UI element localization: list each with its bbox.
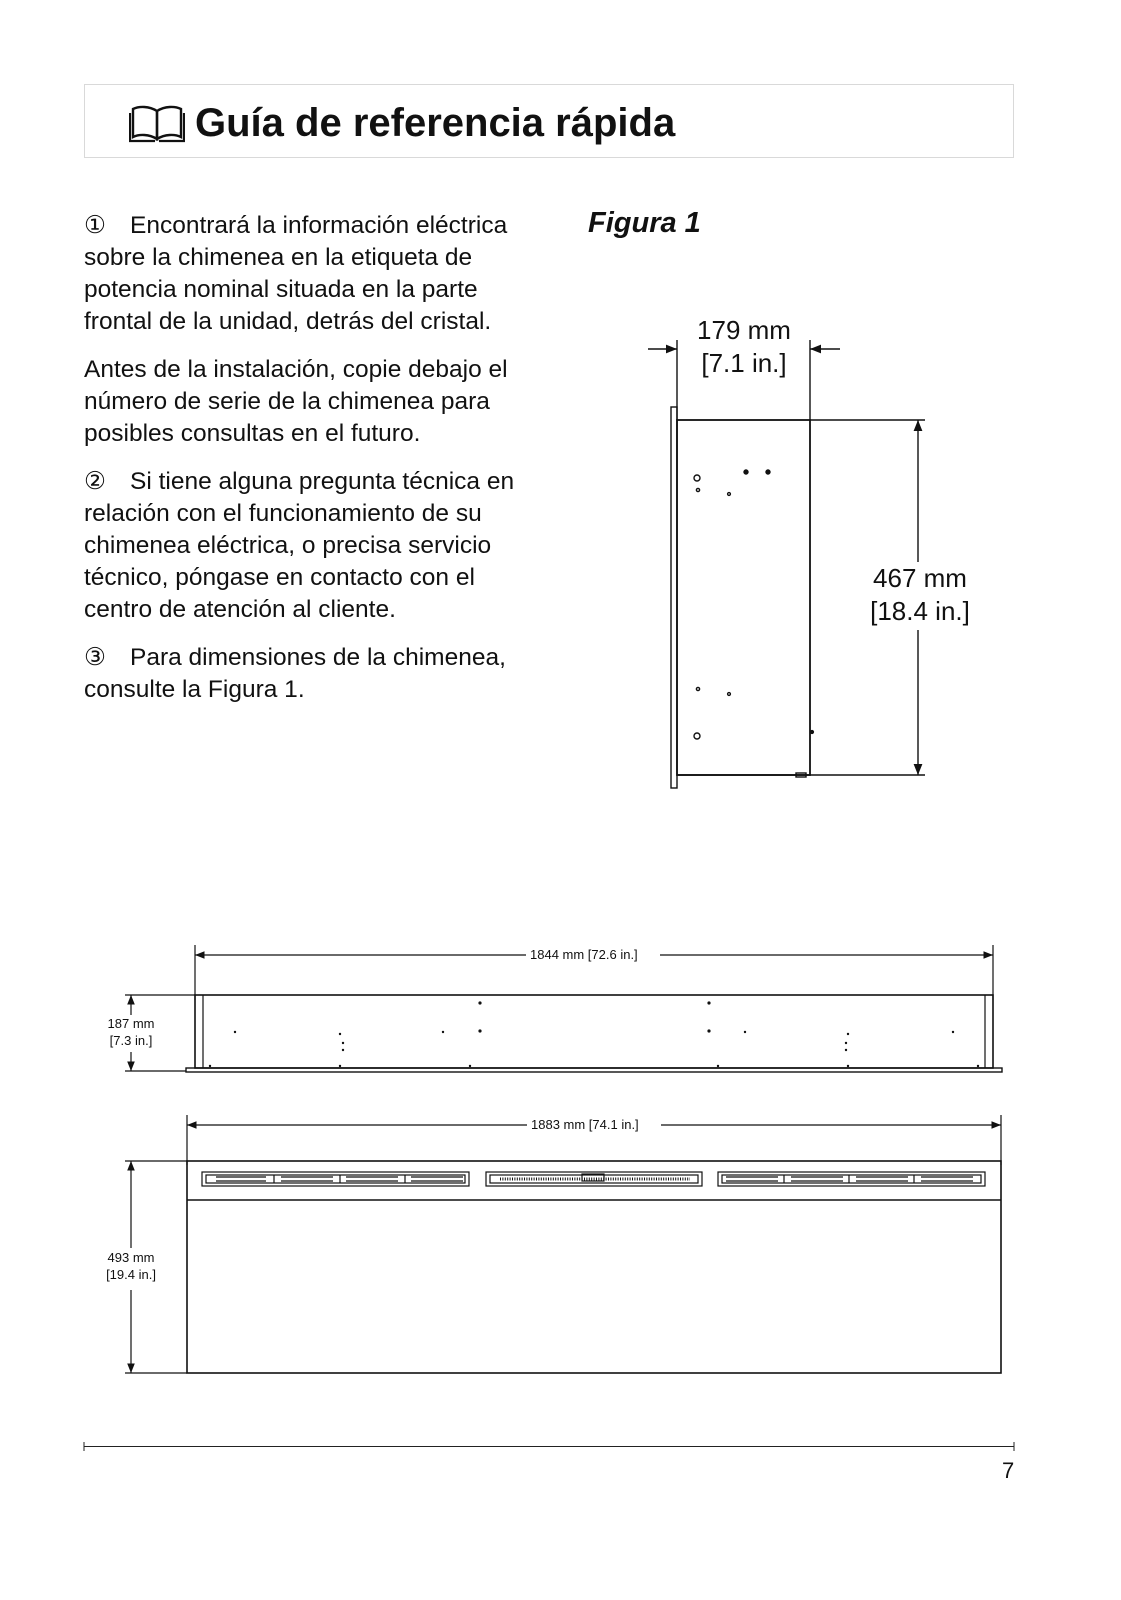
front-view-drawing [125,1115,1001,1373]
page-title: Guía de referencia rápida [195,101,676,145]
top-depth-in: [7.3 in.] [109,1033,153,1048]
side-depth-mm: 179 mm [697,315,791,345]
side-height-label [860,562,980,628]
page-number: 7 [1002,1458,1015,1483]
side-depth-label [688,314,800,380]
section-text: Si tiene alguna pregunta técnica en relación con el funcionamiento de su chimenea eléctrica, o precisa servicio técnico, póngase en contacto con el centro de atención al cliente. [84,468,515,623]
marker-1: ① [84,212,106,239]
footer-rule [84,1446,1014,1447]
side-height-mm: 467 mm [873,563,967,593]
section-text: Para dimensiones de la chimenea, consulte la Figura 1. [84,644,506,703]
side-depth-in: [7.1 in.] [701,348,787,378]
top-view-drawing [125,945,1002,1072]
section-text: Antes de la instalación, copie debajo el número de serie de la chimenea para posibles consultas en el futuro. [84,356,508,447]
front-width-label: 1883 mm [74.1 in.] [531,1117,639,1132]
marker-2: ② [84,468,106,495]
top-depth-mm: 187 mm [107,1016,155,1031]
front-height-in: [19.4 in.] [106,1267,156,1282]
figure-label: Figura 1 [588,207,701,239]
marker-3: ③ [84,644,106,671]
top-depth-label [100,1015,162,1049]
top-width-label: 1844 mm [72.6 in.] [530,947,638,962]
front-height-label [98,1249,164,1283]
section-text: Encontrará la información eléctrica sobre la chimenea en la etiqueta de potencia nominal situada en la parte frontal de la unidad, detrás del cristal. [84,212,508,335]
front-height-mm: 493 mm [107,1250,155,1265]
side-height-in: [18.4 in.] [870,596,970,626]
